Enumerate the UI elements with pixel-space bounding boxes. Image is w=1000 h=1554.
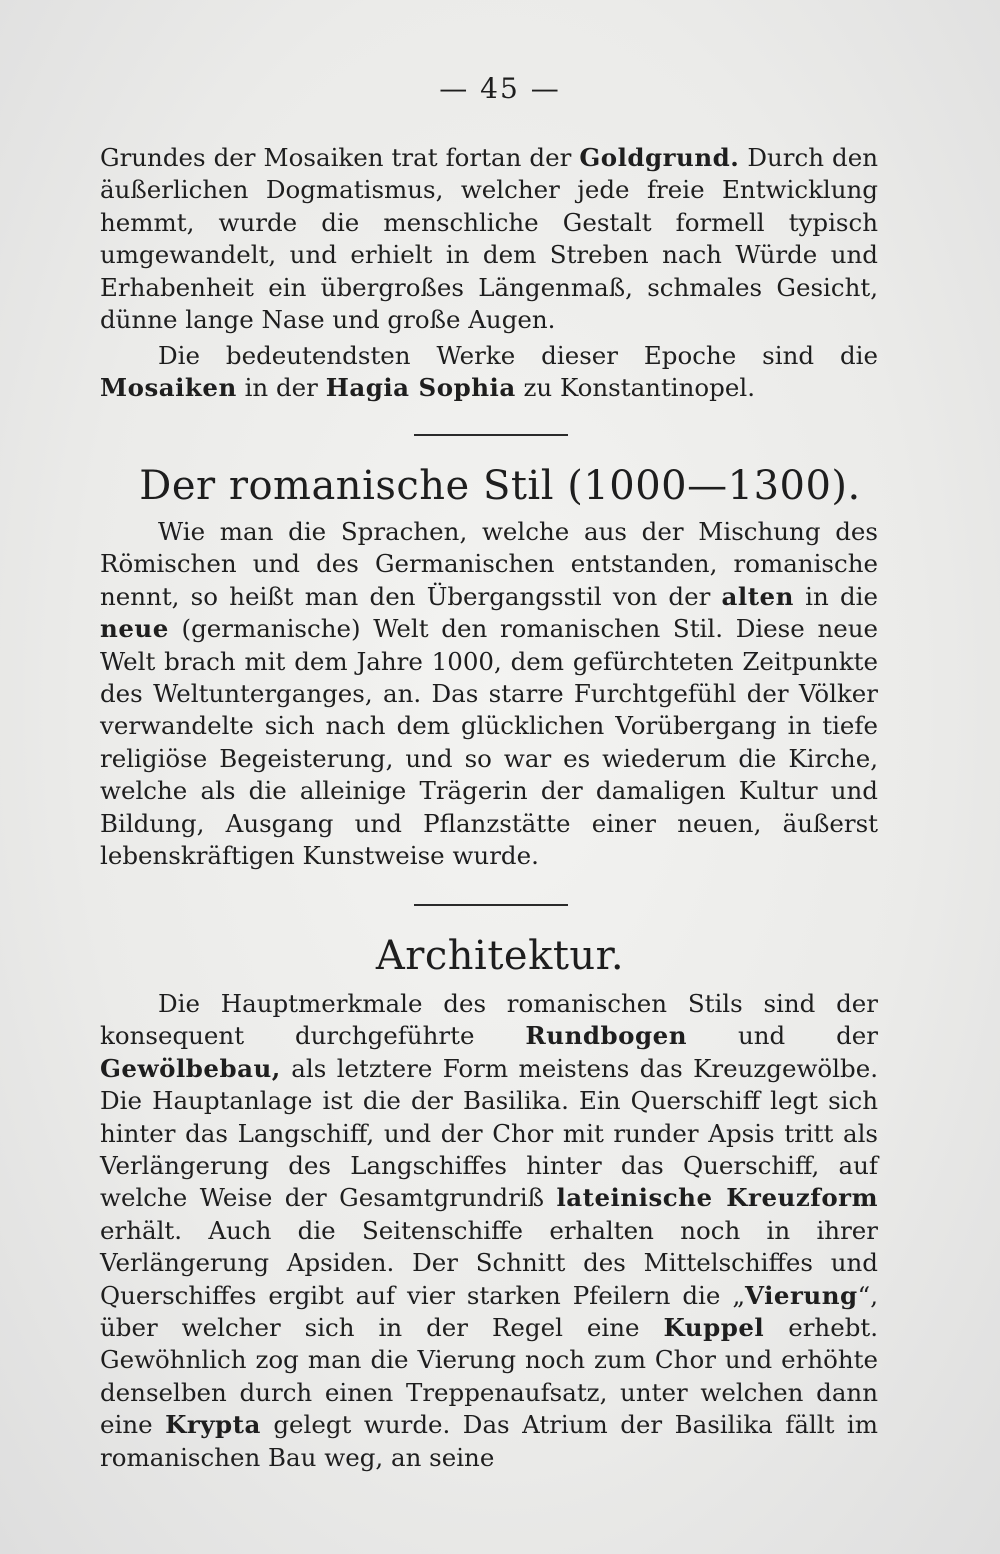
section-heading-architektur: Architektur. xyxy=(375,933,625,979)
text-run: erhält. Auch die Seitenschiffe erhalten noch in ihrer Verlängerung Apsiden. Der Schnitt des Mittelschiffes und Querschiffes ergibt auf vier starken Pfeilern die „ xyxy=(100,1215,878,1310)
emphasis-kuppel: Kuppel xyxy=(663,1313,765,1343)
text-run: als letztere Form meistens das Kreuzgewölbe. Die Hauptanlage ist die der Basilika. Ein Querschiff legt sich hinter das Langschiff, und der Chor mit runder Apsis tritt als Verlängerung des Langschiffes hinter das Querschiff, auf welche Weise der Gesamtgrundriß xyxy=(100,1053,878,1213)
emphasis-neue: neue xyxy=(100,614,169,644)
emphasis-vierung: Vierung xyxy=(745,1280,858,1310)
text-run: Durch den äußerlichen Dogmatismus, welcher jede freie Entwicklung hemmt, wurde die menschliche Gestalt formell typisch umgewandelt, und erhielt in dem Streben nach Würde und Erhabenheit ein übergroßes Längenmaß, schmales Gesicht, dünne lange Nase und große Augen. xyxy=(100,143,878,335)
emphasis-goldgrund: Goldgrund. xyxy=(579,143,740,172)
text-run: zu Konstantinopel. xyxy=(515,373,755,403)
paragraph-text xyxy=(100,516,878,872)
text-run: erhebt. Gewöhnlich zog man die Vierung noch zum Chor und erhöhte denselben durch einen Treppenaufsatz, unter welchen dann eine xyxy=(100,1313,879,1440)
section-heading-romanesque: Der romanische Stil (1000—1300). xyxy=(139,463,861,509)
emphasis-alten: alten xyxy=(721,581,794,611)
text-run: in der xyxy=(236,373,326,403)
emphasis-rundbogen: Rundbogen xyxy=(525,1021,688,1051)
paragraph-architecture xyxy=(100,988,878,1474)
section-divider xyxy=(414,904,568,906)
emphasis-krypta: Krypta xyxy=(165,1410,261,1440)
section-divider xyxy=(414,434,568,436)
paragraph-text xyxy=(100,340,878,405)
text-run: Grundes der Mosaiken trat fortan der xyxy=(100,143,580,172)
text-run: (germanische) Welt den romanischen Stil. Diese neue Welt brach mit dem Jahre 1000, dem gefürchteten Zeitpunkte des Weltunterganges, an. Das starre Furchtgefühl der Völker verwandelte sich nach dem glücklichen Vorübergang in tiefe religiöse Begeisterung, und so war es wiederum die Kirche, welche als die alleinige Trägerin der damaligen Kultur und Bildung, Ausgang und Pflanzstätte einer neuen, äußerst lebenskräftigen Kunstweise wurde. xyxy=(100,614,878,871)
text-run: in die xyxy=(793,581,878,611)
text-run: “, über welcher sich in der Regel eine xyxy=(100,1280,878,1343)
emphasis-hagia-sophia: Hagia Sophia xyxy=(325,373,516,403)
paragraph-text xyxy=(100,988,878,1474)
text-run: Die bedeutendsten Werke dieser Epoche sind die xyxy=(158,341,878,370)
emphasis-gewoelbebau: Gewölbebau, xyxy=(100,1053,281,1083)
text-run: Die Hauptmerkmale des romanischen Stils sind der konsequent durchgeführte xyxy=(100,989,878,1051)
emphasis-mosaiken: Mosaiken xyxy=(100,373,237,403)
paragraph-romanesque-intro xyxy=(100,516,878,872)
paragraph-byzantine-figures xyxy=(100,142,878,336)
paragraph-major-works xyxy=(100,340,878,405)
page-number: — 45 — xyxy=(439,72,561,105)
text-run: und der xyxy=(687,1021,878,1051)
emphasis-kreuzform: lateinische Kreuzform xyxy=(556,1183,878,1213)
text-run: Wie man die Sprachen, welche aus der Mischung des Römischen und des Germanischen entstanden, romanische nennt, so heißt man den Übergangsstil von der xyxy=(100,517,878,611)
text-run: gelegt wurde. Das Atrium der Basilika fällt im romanischen Bau weg, an seine xyxy=(100,1410,878,1472)
paragraph-text xyxy=(100,142,878,336)
